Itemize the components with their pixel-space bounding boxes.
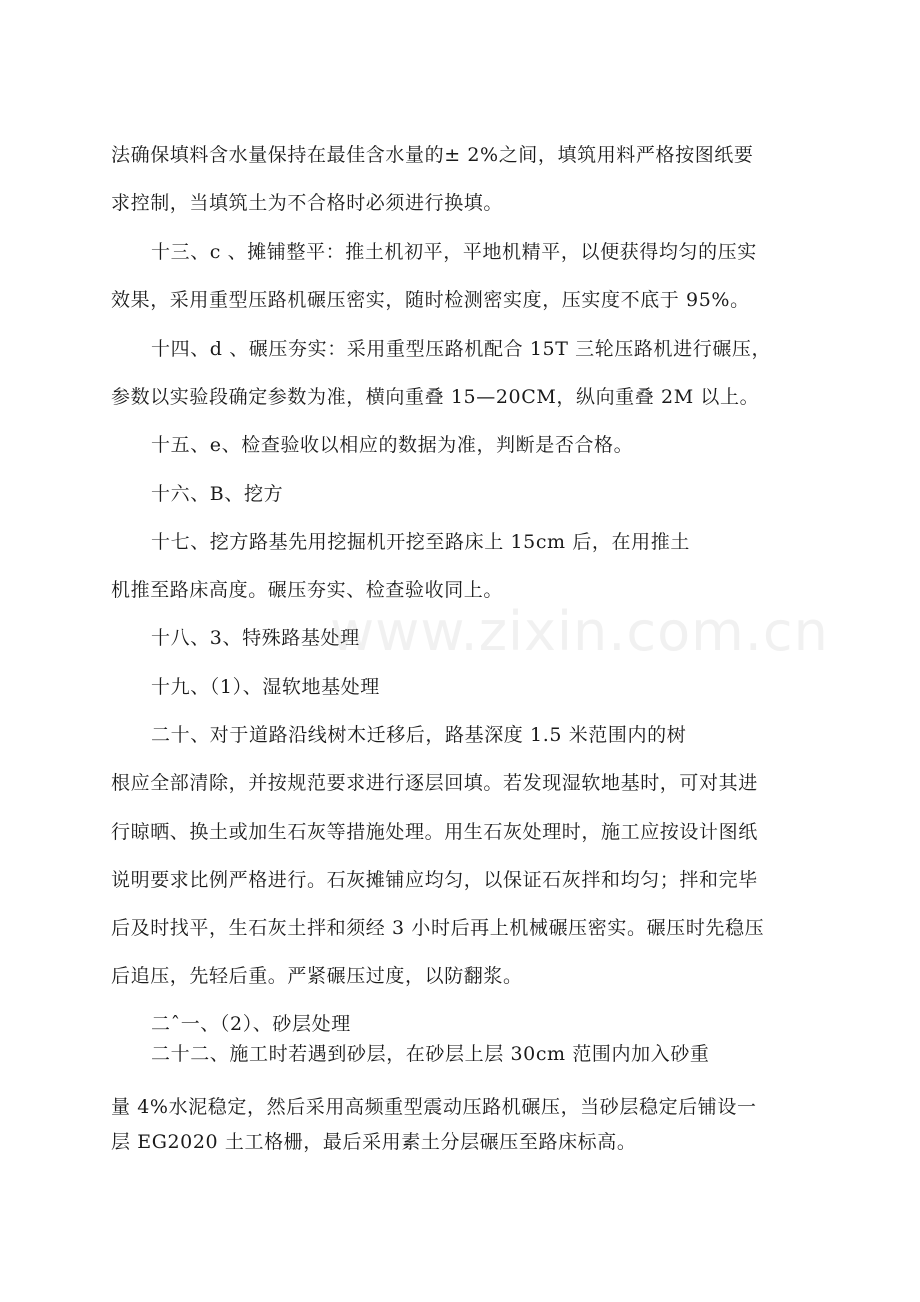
text-line: 行晾晒、换土或加生石灰等措施处理。用生石灰处理时，施工应按设计图纸 [111, 821, 758, 843]
text-line: 十四、d 、碾压夯实：采用重型压路机配合 15T 三轮压路机进行碾压， [151, 338, 772, 360]
text-line: 参数以实验段确定参数为准，横向重叠 15—20CM，纵向重叠 2M 以上。 [111, 386, 760, 408]
text-line: 求控制，当填筑土为不合格时必须进行换填。 [111, 192, 504, 214]
text-line: 二十、对于道路沿线树木迁移后，路基深度 1.5 米范围内的树 [151, 724, 687, 746]
text-line: 二ˆ一、（2）、砂层处理 [151, 1013, 351, 1035]
text-line: 说明要求比例严格进行。石灰摊铺应均匀，以保证石灰拌和均匀；拌和完毕 [111, 869, 758, 891]
text-line: 十六、B、挖方 [151, 483, 284, 505]
text-line: 十九、（1）、湿软地基处理 [151, 676, 380, 698]
text-line: 十三、c 、摊铺整平：推土机初平，平地机精平，以便获得均匀的压实 [151, 241, 757, 263]
text-line: 根应全部清除，并按规范要求进行逐层回填。若发现湿软地基时，可对其进 [111, 772, 758, 794]
text-line: 效果，采用重型压路机碾压密实，随时检测密实度，压实度不底于 95%。 [111, 289, 750, 311]
text-line: 量 4%水泥稳定，然后采用高频重型震动压路机碾压，当砂层稳定后铺设一 [111, 1096, 757, 1118]
text-line: 后追压，先轻后重。严紧碾压过度，以防翻浆。 [111, 965, 523, 987]
text-line: 十五、e、检查验收以相应的数据为准，判断是否合格。 [151, 434, 634, 456]
text-line: 十八、3、特殊路基处理 [151, 627, 360, 649]
text-line: 二十二、施工时若遇到砂层，在砂层上层 30cm 范围内加入砂重 [151, 1043, 710, 1065]
text-line: 层 EG2020 土工格栅，最后采用素土分层碾压至路床标高。 [111, 1131, 637, 1153]
text-line: 法确保填料含水量保持在最佳含水量的± 2%之间，填筑用料严格按图纸要 [111, 144, 754, 166]
text-line: 机推至路床高度。碾压夯实、检查验收同上。 [111, 579, 504, 601]
text-line: 后及时找平，生石灰土拌和须经 3 小时后再上机械碾压密实。碾压时先稳压 [111, 917, 765, 939]
text-line: 十七、挖方路基先用挖掘机开挖至路床上 15cm 后，在用推土 [151, 531, 690, 553]
watermark: www.zixin.com.cn [330, 600, 829, 663]
